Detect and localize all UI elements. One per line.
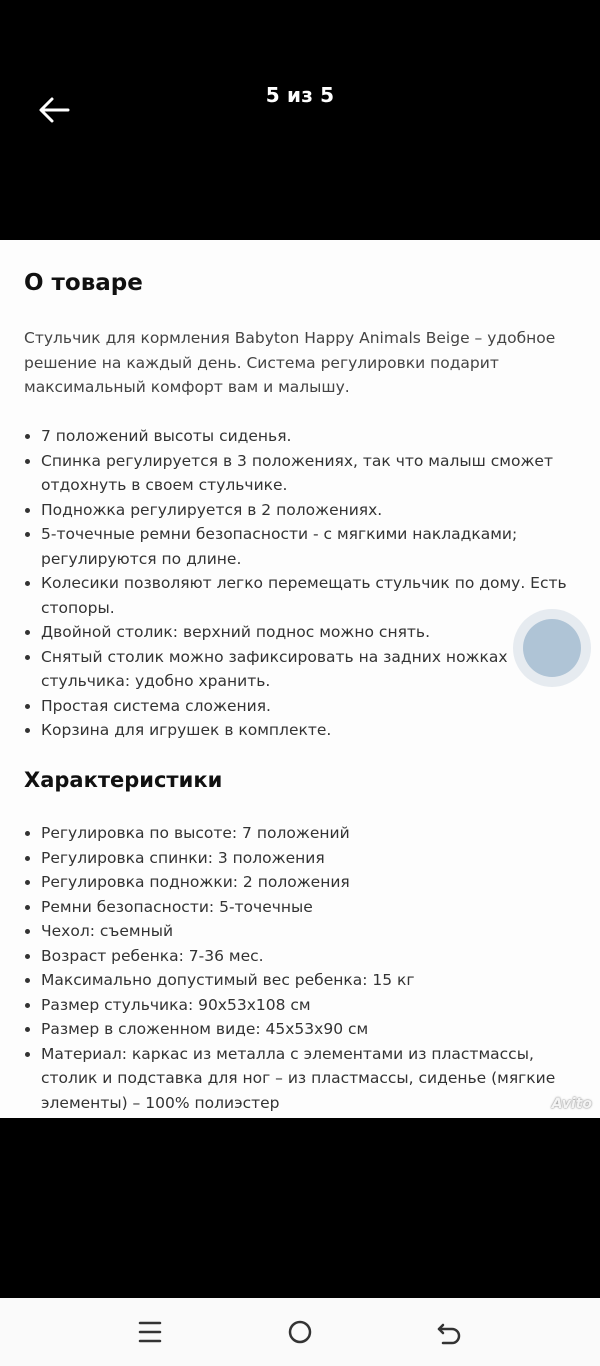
home-button[interactable] <box>280 1312 320 1352</box>
list-item: Материал: каркас из металла с элементами из пластмассы, столик и подставка для ног – из пластмассы, сиденье (мягкие элементы) – 100% полиэстер <box>24 1042 580 1116</box>
floating-button-icon <box>523 619 581 677</box>
specs-list <box>24 821 580 1115</box>
nav-back-button[interactable] <box>430 1312 470 1352</box>
list-item: Регулировка по высоте: 7 положений <box>24 821 580 846</box>
listing-photo[interactable] <box>0 240 600 1118</box>
list-item: Колесики позволяют легко перемещать стульчик по дому. Есть стопоры. <box>24 571 580 620</box>
list-item: Регулировка спинки: 3 положения <box>24 846 580 871</box>
home-icon <box>287 1319 313 1345</box>
list-item: Возраст ребенка: 7-36 мес. <box>24 944 580 969</box>
list-item: Корзина для игрушек в комплекте. <box>24 718 580 743</box>
list-item: Регулировка подножки: 2 положения <box>24 870 580 895</box>
viewer-header <box>0 0 600 240</box>
recent-apps-button[interactable] <box>130 1312 170 1352</box>
image-counter: 5 из 5 <box>265 83 335 107</box>
list-item: Простая система сложения. <box>24 694 580 719</box>
list-item: 7 положений высоты сиденья. <box>24 424 580 449</box>
system-nav-bar <box>0 1298 600 1366</box>
list-item: Двойной столик: верхний поднос можно снять. <box>24 620 580 645</box>
floating-button[interactable] <box>513 609 591 687</box>
about-title: О товаре <box>24 270 143 296</box>
back-icon <box>437 1319 463 1345</box>
specs-title: Характеристики <box>24 768 223 792</box>
list-item: Размер в сложенном виде: 45x53x90 см <box>24 1017 580 1042</box>
list-item: Снятый столик можно зафиксировать на задних ножках стульчика: удобно хранить. <box>24 645 580 694</box>
list-item: Размер стульчика: 90x53x108 см <box>24 993 580 1018</box>
list-item: Чехол: съемный <box>24 919 580 944</box>
list-item: Спинка регулируется в 3 положениях, так что малыш сможет отдохнуть в своем стульчике. <box>24 449 580 498</box>
list-item: Максимально допустимый вес ребенка: 15 кг <box>24 968 580 993</box>
avito-watermark: Avito <box>551 1096 592 1112</box>
features-list <box>24 424 580 743</box>
recent-apps-icon <box>138 1319 162 1345</box>
about-intro: Стульчик для кормления Babyton Happy Animals Beige – удобное решение на каждый день. Система регулировки подарит максимальный комфорт вам и малышу. <box>24 329 556 396</box>
list-item: 5-точечные ремни безопасности - с мягкими накладками; регулируются по длине. <box>24 522 580 571</box>
list-item: Ремни безопасности: 5-точечные <box>24 895 580 920</box>
list-item: Подножка регулируется в 2 положениях. <box>24 498 580 523</box>
